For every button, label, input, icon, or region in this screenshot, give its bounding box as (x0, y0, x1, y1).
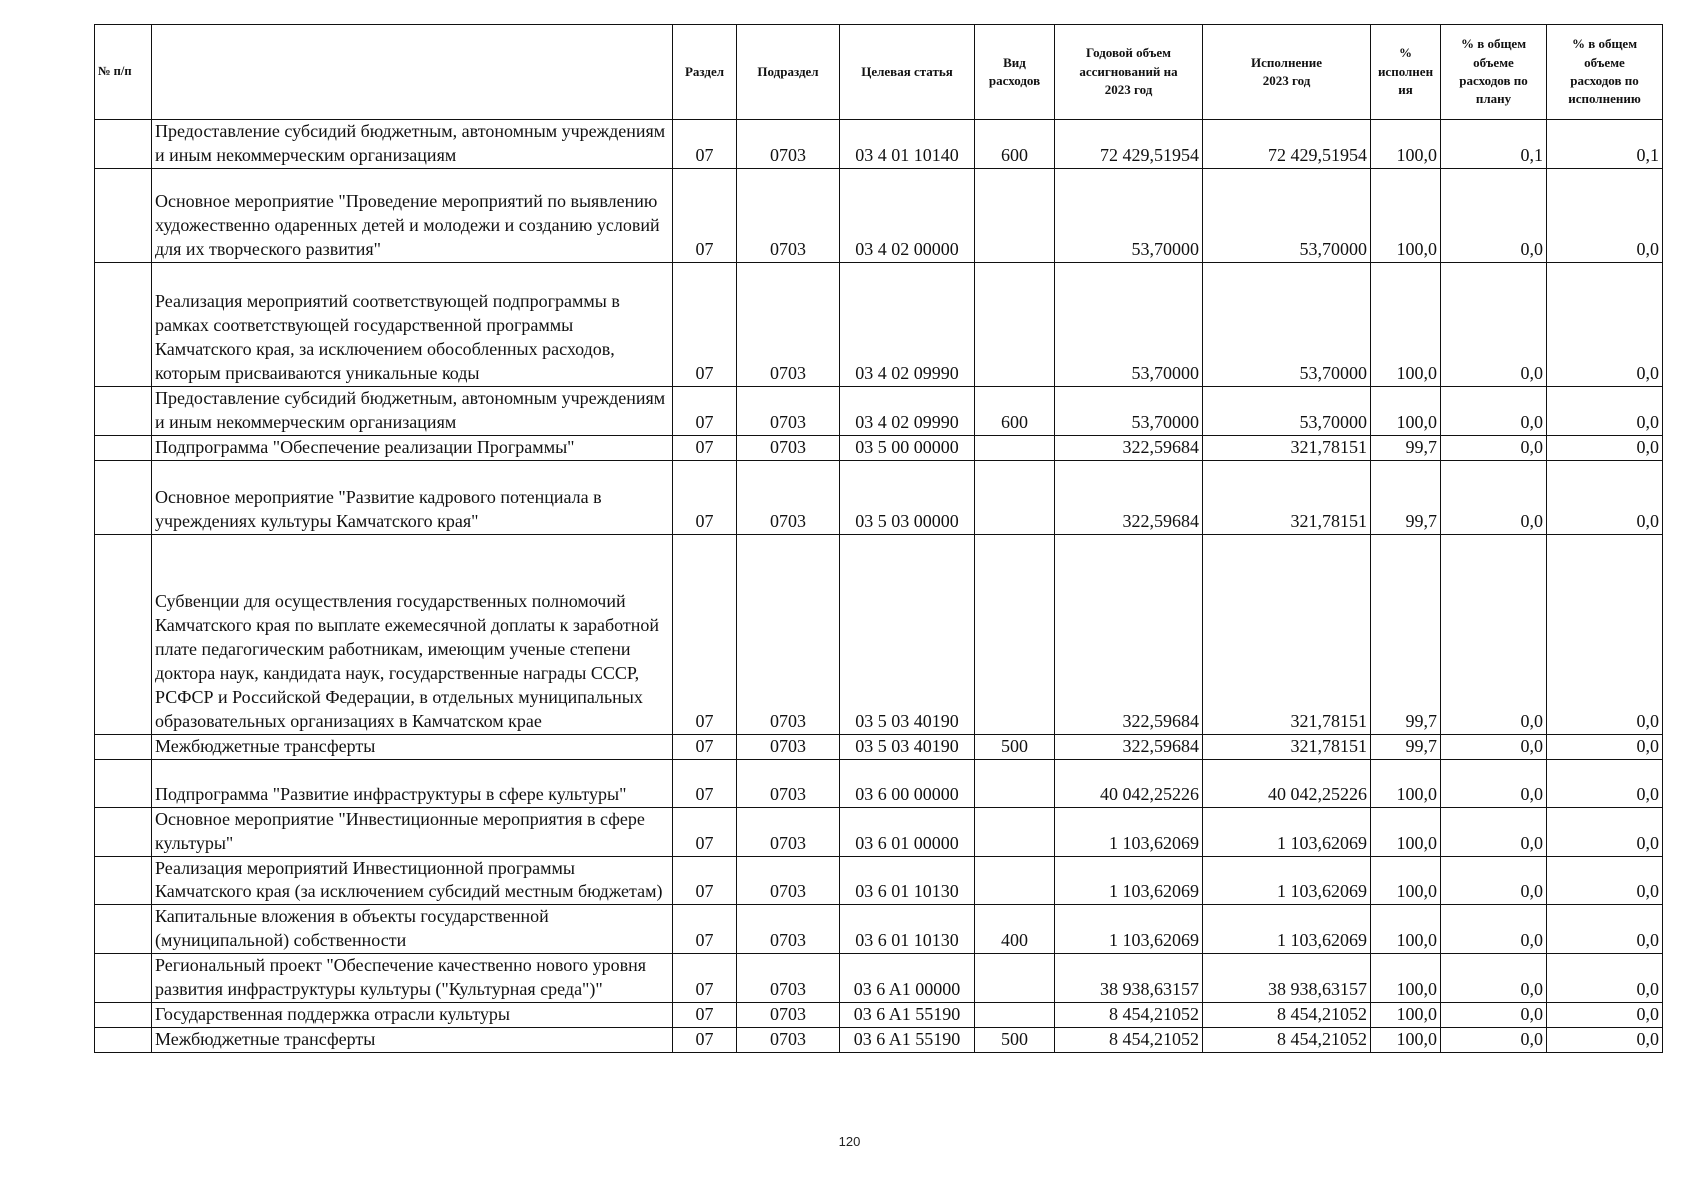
row-ispolnenie: 321,78151 (1203, 734, 1371, 759)
row-isp: 0,0 (1547, 856, 1663, 905)
row-num (95, 262, 152, 386)
row-num (95, 759, 152, 807)
row-podrazdel: 0703 (737, 954, 840, 1003)
table-row (95, 168, 1663, 262)
row-tselevaya: 03 6 01 10130 (840, 905, 975, 954)
row-tselevaya: 03 5 03 40190 (840, 734, 975, 759)
row-ispolnenie: 1 103,62069 (1203, 856, 1371, 905)
row-tselevaya: 03 6 01 10130 (840, 856, 975, 905)
row-name: Капитальные вложения в объекты государственной (муниципальной) собственности (152, 905, 673, 954)
row-num (95, 856, 152, 905)
row-pct: 99,7 (1371, 734, 1441, 759)
header-tselevaya-statya: Целевая статья (840, 25, 975, 120)
row-pct: 100,0 (1371, 759, 1441, 807)
row-isp: 0,0 (1547, 435, 1663, 460)
row-plan: 0,0 (1441, 168, 1547, 262)
header-ispolnenie: Исполнение 2023 год (1203, 25, 1371, 120)
table-header (95, 25, 1663, 120)
row-razdel: 07 (673, 168, 737, 262)
row-tselevaya: 03 5 03 00000 (840, 460, 975, 534)
row-podrazdel: 0703 (737, 856, 840, 905)
row-godovoy: 8 454,21052 (1055, 1003, 1203, 1028)
row-godovoy: 322,59684 (1055, 734, 1203, 759)
row-num (95, 954, 152, 1003)
row-pct: 100,0 (1371, 807, 1441, 856)
row-razdel: 07 (673, 534, 737, 734)
row-isp: 0,0 (1547, 262, 1663, 386)
row-godovoy: 53,70000 (1055, 386, 1203, 435)
row-pct: 100,0 (1371, 120, 1441, 169)
row-podrazdel: 0703 (737, 120, 840, 169)
row-ispolnenie: 321,78151 (1203, 435, 1371, 460)
row-plan: 0,1 (1441, 120, 1547, 169)
row-isp: 0,0 (1547, 534, 1663, 734)
row-razdel: 07 (673, 386, 737, 435)
table-row (95, 807, 1663, 856)
row-plan: 0,0 (1441, 1028, 1547, 1053)
header-row (95, 25, 1663, 120)
row-ispolnenie: 321,78151 (1203, 460, 1371, 534)
table-row (95, 386, 1663, 435)
row-num (95, 168, 152, 262)
row-godovoy: 322,59684 (1055, 435, 1203, 460)
page-number: 120 (838, 1134, 861, 1149)
row-vid (975, 435, 1055, 460)
row-plan: 0,0 (1441, 856, 1547, 905)
row-vid (975, 534, 1055, 734)
row-isp: 0,0 (1547, 1003, 1663, 1028)
row-plan: 0,0 (1441, 460, 1547, 534)
row-podrazdel: 0703 (737, 1028, 840, 1053)
row-godovoy: 1 103,62069 (1055, 905, 1203, 954)
row-pct: 100,0 (1371, 1028, 1441, 1053)
row-ispolnenie: 8 454,21052 (1203, 1003, 1371, 1028)
row-name: Реализация мероприятий Инвестиционной программы Камчатского края (за исключением субсидий местным бюджетам) (152, 856, 673, 905)
row-plan: 0,0 (1441, 1003, 1547, 1028)
table-row (95, 954, 1663, 1003)
row-num (95, 1003, 152, 1028)
row-vid (975, 807, 1055, 856)
row-godovoy: 8 454,21052 (1055, 1028, 1203, 1053)
row-plan: 0,0 (1441, 262, 1547, 386)
row-vid (975, 460, 1055, 534)
row-podrazdel: 0703 (737, 905, 840, 954)
row-plan: 0,0 (1441, 954, 1547, 1003)
header-pct-ispolneniya: % исполнен ия (1371, 25, 1441, 120)
row-plan: 0,0 (1441, 386, 1547, 435)
budget-execution-table (94, 24, 1663, 1053)
table-body (95, 120, 1663, 1053)
row-podrazdel: 0703 (737, 1003, 840, 1028)
row-godovoy: 1 103,62069 (1055, 856, 1203, 905)
row-vid (975, 954, 1055, 1003)
row-ispolnenie: 40 042,25226 (1203, 759, 1371, 807)
row-name: Подпрограмма "Развитие инфраструктуры в сфере культуры" (152, 759, 673, 807)
row-godovoy: 72 429,51954 (1055, 120, 1203, 169)
row-ispolnenie: 53,70000 (1203, 168, 1371, 262)
row-name: Субвенции для осуществления государственных полномочий Камчатского края по выплате ежемесячной доплаты к заработной плате педагогическим работникам, имеющим ученые степени доктора наук, кандидата наук, государственные награды СССР, РСФСР и Российской Федерации, в отдельных муниципальных образовательных организациях в Камчатском крае (152, 534, 673, 734)
row-num (95, 1028, 152, 1053)
row-num (95, 460, 152, 534)
row-name: Подпрограмма "Обеспечение реализации Программы" (152, 435, 673, 460)
row-razdel: 07 (673, 262, 737, 386)
row-num (95, 905, 152, 954)
table-row (95, 1028, 1663, 1053)
row-isp: 0,0 (1547, 759, 1663, 807)
row-tselevaya: 03 6 00 00000 (840, 759, 975, 807)
row-tselevaya: 03 4 01 10140 (840, 120, 975, 169)
row-ispolnenie: 1 103,62069 (1203, 807, 1371, 856)
row-vid: 400 (975, 905, 1055, 954)
row-tselevaya: 03 5 03 40190 (840, 534, 975, 734)
row-pct: 100,0 (1371, 905, 1441, 954)
row-name: Реализация мероприятий соответствующей подпрограммы в рамках соответствующей государственной программы Камчатского края, за исключением обособленных расходов, которым присваиваются уникальные коды (152, 262, 673, 386)
row-podrazdel: 0703 (737, 807, 840, 856)
row-num (95, 120, 152, 169)
table-row (95, 262, 1663, 386)
row-razdel: 07 (673, 807, 737, 856)
row-podrazdel: 0703 (737, 734, 840, 759)
row-podrazdel: 0703 (737, 460, 840, 534)
row-name: Межбюджетные трансферты (152, 1028, 673, 1053)
row-podrazdel: 0703 (737, 759, 840, 807)
row-tselevaya: 03 4 02 09990 (840, 262, 975, 386)
header-name (152, 25, 673, 120)
row-tselevaya: 03 4 02 00000 (840, 168, 975, 262)
row-vid: 600 (975, 386, 1055, 435)
row-vid (975, 759, 1055, 807)
row-razdel: 07 (673, 734, 737, 759)
row-ispolnenie: 8 454,21052 (1203, 1028, 1371, 1053)
row-isp: 0,0 (1547, 807, 1663, 856)
row-isp: 0,0 (1547, 168, 1663, 262)
row-plan: 0,0 (1441, 734, 1547, 759)
row-pct: 100,0 (1371, 954, 1441, 1003)
row-tselevaya: 03 6 A1 55190 (840, 1003, 975, 1028)
row-pct: 100,0 (1371, 1003, 1441, 1028)
row-name: Основное мероприятие "Инвестиционные мероприятия в сфере культуры" (152, 807, 673, 856)
row-godovoy: 40 042,25226 (1055, 759, 1203, 807)
row-plan: 0,0 (1441, 905, 1547, 954)
row-ispolnenie: 53,70000 (1203, 386, 1371, 435)
row-plan: 0,0 (1441, 435, 1547, 460)
row-pct: 100,0 (1371, 856, 1441, 905)
row-pct: 100,0 (1371, 386, 1441, 435)
row-tselevaya: 03 6 01 00000 (840, 807, 975, 856)
row-podrazdel: 0703 (737, 168, 840, 262)
row-vid: 600 (975, 120, 1055, 169)
row-isp: 0,0 (1547, 905, 1663, 954)
row-pct: 99,7 (1371, 435, 1441, 460)
header-num: № п/п (95, 25, 152, 120)
row-tselevaya: 03 6 A1 55190 (840, 1028, 975, 1053)
row-name: Региональный проект "Обеспечение качественно нового уровня развития инфраструктуры культуры ("Культурная среда")" (152, 954, 673, 1003)
row-num (95, 807, 152, 856)
row-pct: 99,7 (1371, 460, 1441, 534)
row-razdel: 07 (673, 759, 737, 807)
row-num (95, 534, 152, 734)
row-razdel: 07 (673, 905, 737, 954)
row-ispolnenie: 1 103,62069 (1203, 905, 1371, 954)
row-tselevaya: 03 5 00 00000 (840, 435, 975, 460)
row-tselevaya: 03 6 A1 00000 (840, 954, 975, 1003)
table-row (95, 534, 1663, 734)
table-row (95, 460, 1663, 534)
row-ispolnenie: 321,78151 (1203, 534, 1371, 734)
row-razdel: 07 (673, 435, 737, 460)
row-godovoy: 322,59684 (1055, 534, 1203, 734)
row-vid (975, 1003, 1055, 1028)
row-razdel: 07 (673, 856, 737, 905)
header-godovoy-obem: Годовой объем ассигнований на 2023 год (1055, 25, 1203, 120)
table-row (95, 905, 1663, 954)
header-razdel: Раздел (673, 25, 737, 120)
table-row (95, 734, 1663, 759)
row-name: Предоставление субсидий бюджетным, автономным учреждениям и иным некоммерческим организациям (152, 386, 673, 435)
row-num (95, 734, 152, 759)
row-name: Основное мероприятие "Развитие кадрового потенциала в учреждениях культуры Камчатского края" (152, 460, 673, 534)
row-num (95, 386, 152, 435)
table-row (95, 1003, 1663, 1028)
row-plan: 0,0 (1441, 807, 1547, 856)
row-plan: 0,0 (1441, 759, 1547, 807)
row-godovoy: 53,70000 (1055, 262, 1203, 386)
row-godovoy: 1 103,62069 (1055, 807, 1203, 856)
row-ispolnenie: 53,70000 (1203, 262, 1371, 386)
row-pct: 99,7 (1371, 534, 1441, 734)
row-pct: 100,0 (1371, 168, 1441, 262)
header-podrazdel: Подраздел (737, 25, 840, 120)
row-podrazdel: 0703 (737, 435, 840, 460)
row-name: Государственная поддержка отрасли культуры (152, 1003, 673, 1028)
row-razdel: 07 (673, 1003, 737, 1028)
header-vid-raskhodov: Вид расходов (975, 25, 1055, 120)
row-tselevaya: 03 4 02 09990 (840, 386, 975, 435)
row-pct: 100,0 (1371, 262, 1441, 386)
row-vid (975, 856, 1055, 905)
header-pct-ispolnenie: % в общем объеме расходов по исполнению (1547, 25, 1663, 120)
row-godovoy: 322,59684 (1055, 460, 1203, 534)
header-pct-plan: % в общем объеме расходов по плану (1441, 25, 1547, 120)
row-vid: 500 (975, 734, 1055, 759)
row-ispolnenie: 38 938,63157 (1203, 954, 1371, 1003)
row-razdel: 07 (673, 460, 737, 534)
row-podrazdel: 0703 (737, 262, 840, 386)
row-isp: 0,0 (1547, 460, 1663, 534)
table-row (95, 120, 1663, 169)
row-vid: 500 (975, 1028, 1055, 1053)
row-isp: 0,0 (1547, 954, 1663, 1003)
row-vid (975, 168, 1055, 262)
row-vid (975, 262, 1055, 386)
row-isp: 0,0 (1547, 386, 1663, 435)
row-podrazdel: 0703 (737, 534, 840, 734)
row-ispolnenie: 72 429,51954 (1203, 120, 1371, 169)
row-isp: 0,0 (1547, 1028, 1663, 1053)
row-name: Межбюджетные трансферты (152, 734, 673, 759)
row-plan: 0,0 (1441, 534, 1547, 734)
row-name: Основное мероприятие "Проведение мероприятий по выявлению художественно одаренных детей и молодежи и созданию условий для их творческого развития" (152, 168, 673, 262)
row-isp: 0,1 (1547, 120, 1663, 169)
row-num (95, 435, 152, 460)
row-isp: 0,0 (1547, 734, 1663, 759)
row-godovoy: 38 938,63157 (1055, 954, 1203, 1003)
row-razdel: 07 (673, 120, 737, 169)
row-godovoy: 53,70000 (1055, 168, 1203, 262)
table-row (95, 435, 1663, 460)
row-podrazdel: 0703 (737, 386, 840, 435)
row-razdel: 07 (673, 1028, 737, 1053)
row-name: Предоставление субсидий бюджетным, автономным учреждениям и иным некоммерческим организациям (152, 120, 673, 169)
table-row (95, 759, 1663, 807)
table-row (95, 856, 1663, 905)
row-razdel: 07 (673, 954, 737, 1003)
